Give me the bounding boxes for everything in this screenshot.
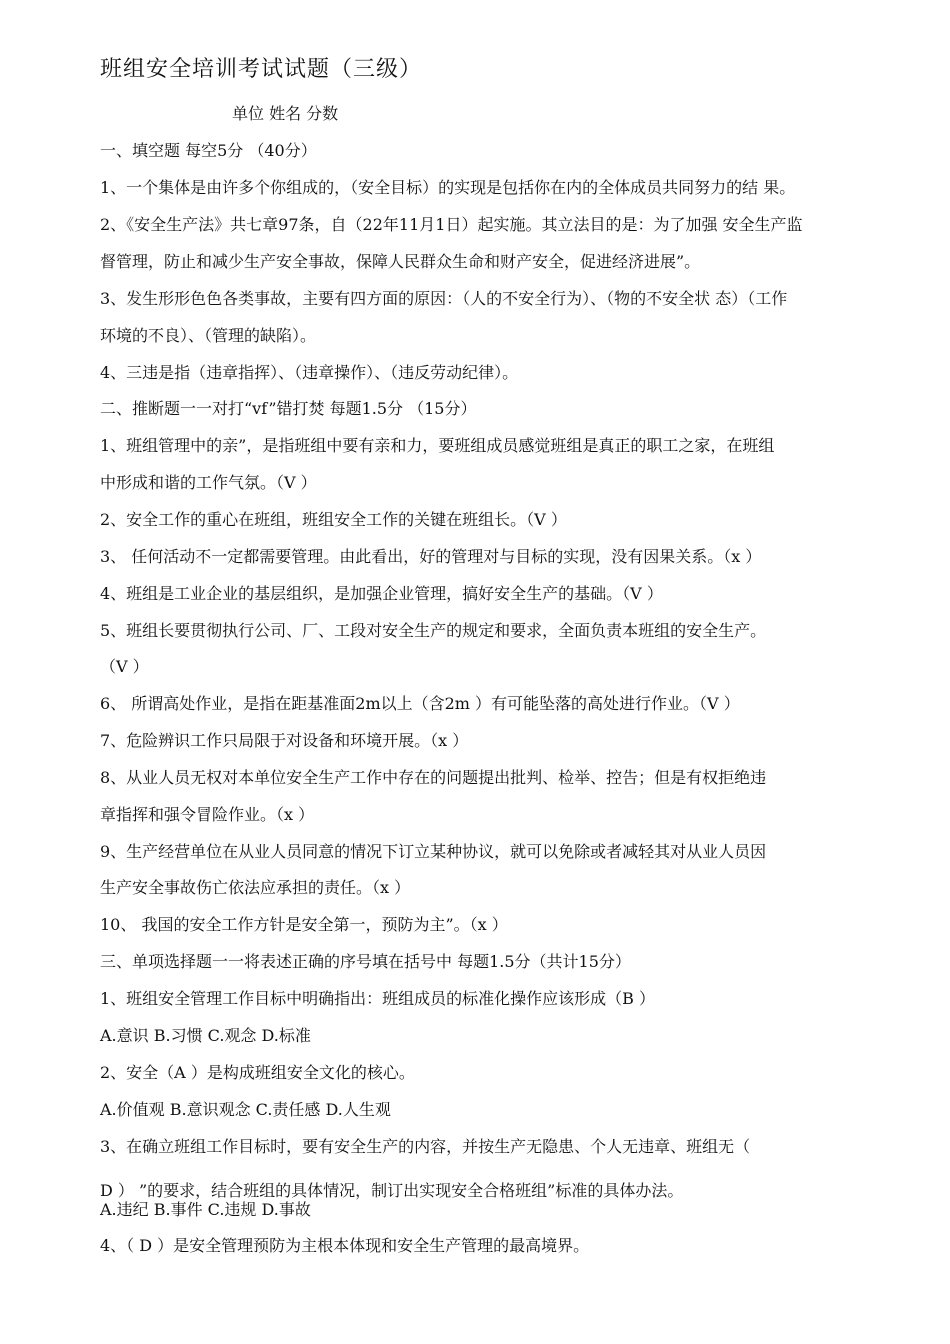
question-line: 3、发生形形色色各类事故，主要有四方面的原因：（人的不安全行为）、（物的不安全状 态）（工作 bbox=[100, 289, 788, 308]
question-line: （V ） bbox=[100, 657, 149, 676]
question-line: 9、生产经营单位在从业人员同意的情况下订立某种协议，就可以免除或者减轻其对从业人员因 bbox=[100, 842, 767, 861]
question-line: 10、 我国的安全工作方针是安全第一，预防为主”。（x ） bbox=[100, 915, 508, 934]
question-line: 3、在确立班组工作目标时，要有安全生产的内容，并按生产无隐患、个人无违章、班组无（ bbox=[100, 1137, 751, 1156]
section-heading-fill-blank: 一、填空题 每空5分 （40分） bbox=[100, 141, 317, 160]
question-line: 7、危险辨识工作只局限于对设备和环境开展。（x ） bbox=[100, 731, 469, 750]
question-line: 2、《安全生产法》共七章97条，自（22年11月1日）起实施。其立法目的是：为了加强 安全生产监 bbox=[100, 215, 803, 234]
answer-options: A.意识 B.习惯 C.观念 D.标准 bbox=[100, 1026, 311, 1045]
question-line: 3、 任何活动不一定都需要管理。由此看出，好的管理对与目标的实现，没有因果关系。（x ） bbox=[100, 547, 762, 566]
question-line: D ） ”的要求，结合班组的具体情况，制订出实现安全合格班组”标准的具体办法。 bbox=[100, 1181, 684, 1200]
section-heading-single-choice: 三、单项选择题一一将表述正确的序号填在括号中 每题1.5分（共计15分） bbox=[100, 952, 631, 971]
question-line: 4、三违是指（违章指挥）、（违章操作）、（违反劳动纪律）。 bbox=[100, 363, 519, 382]
question-line: 2、安全（A ）是构成班组安全文化的核心。 bbox=[100, 1063, 415, 1082]
question-line: 1、班组管理中的亲”，是指班组中要有亲和力，要班组成员感觉班组是真正的职工之家，在班组 bbox=[100, 436, 775, 455]
answer-options: A.价值观 B.意识观念 C.责任感 D.人生观 bbox=[100, 1100, 391, 1119]
question-line: 章指挥和强令冒险作业。（x ） bbox=[100, 805, 315, 824]
question-line: 5、班组长要贯彻执行公司、厂、工段对安全生产的规定和要求，全面负责本班组的安全生产。 bbox=[100, 621, 767, 640]
question-line: 2、安全工作的重心在班组，班组安全工作的关键在班组长。（V ） bbox=[100, 510, 567, 529]
question-line: 环境的不良）、（管理的缺陷）。 bbox=[100, 326, 317, 345]
question-line: 生产安全事故伤亡依法应承担的责任。（x ） bbox=[100, 878, 411, 897]
question-line: 4、班组是工业企业的基层组织，是加强企业管理，搞好安全生产的基础。（V ） bbox=[100, 584, 663, 603]
question-line: 8、从业人员无权对本单位安全生产工作中存在的问题提出批判、检举、控告；但是有权拒绝违 bbox=[100, 768, 767, 787]
question-line: 中形成和谐的工作气氛。（V ） bbox=[100, 473, 317, 492]
question-line: 6、 所谓高处作业，是指在距基准面2m以上（含2m ）有可能坠落的高处进行作业。（V ） bbox=[100, 694, 740, 713]
header-fields: 单位 姓名 分数 bbox=[232, 104, 339, 123]
section-heading-true-false: 二、推断题一一对打“vf”错打焚 每题1.5分 （15分） bbox=[100, 399, 477, 418]
question-line: 4、（ D ）是安全管理预防为主根本体现和安全生产管理的最高境界。 bbox=[100, 1236, 590, 1255]
answer-options: A.违纪 B.事件 C.违规 D.事故 bbox=[100, 1200, 311, 1219]
question-line: 1、一个集体是由许多个你组成的，（安全目标）的实现是包括你在内的全体成员共同努力的结 果。 bbox=[100, 178, 796, 197]
question-line: 1、班组安全管理工作目标中明确指出：班组成员的标准化操作应该形成（B ） bbox=[100, 989, 656, 1008]
question-line: 督管理，防止和减少生产安全事故，保障人民群众生命和财产安全，促进经济进展”。 bbox=[100, 252, 701, 271]
page-title: 班组安全培训考试试题（三级） bbox=[100, 57, 423, 82]
